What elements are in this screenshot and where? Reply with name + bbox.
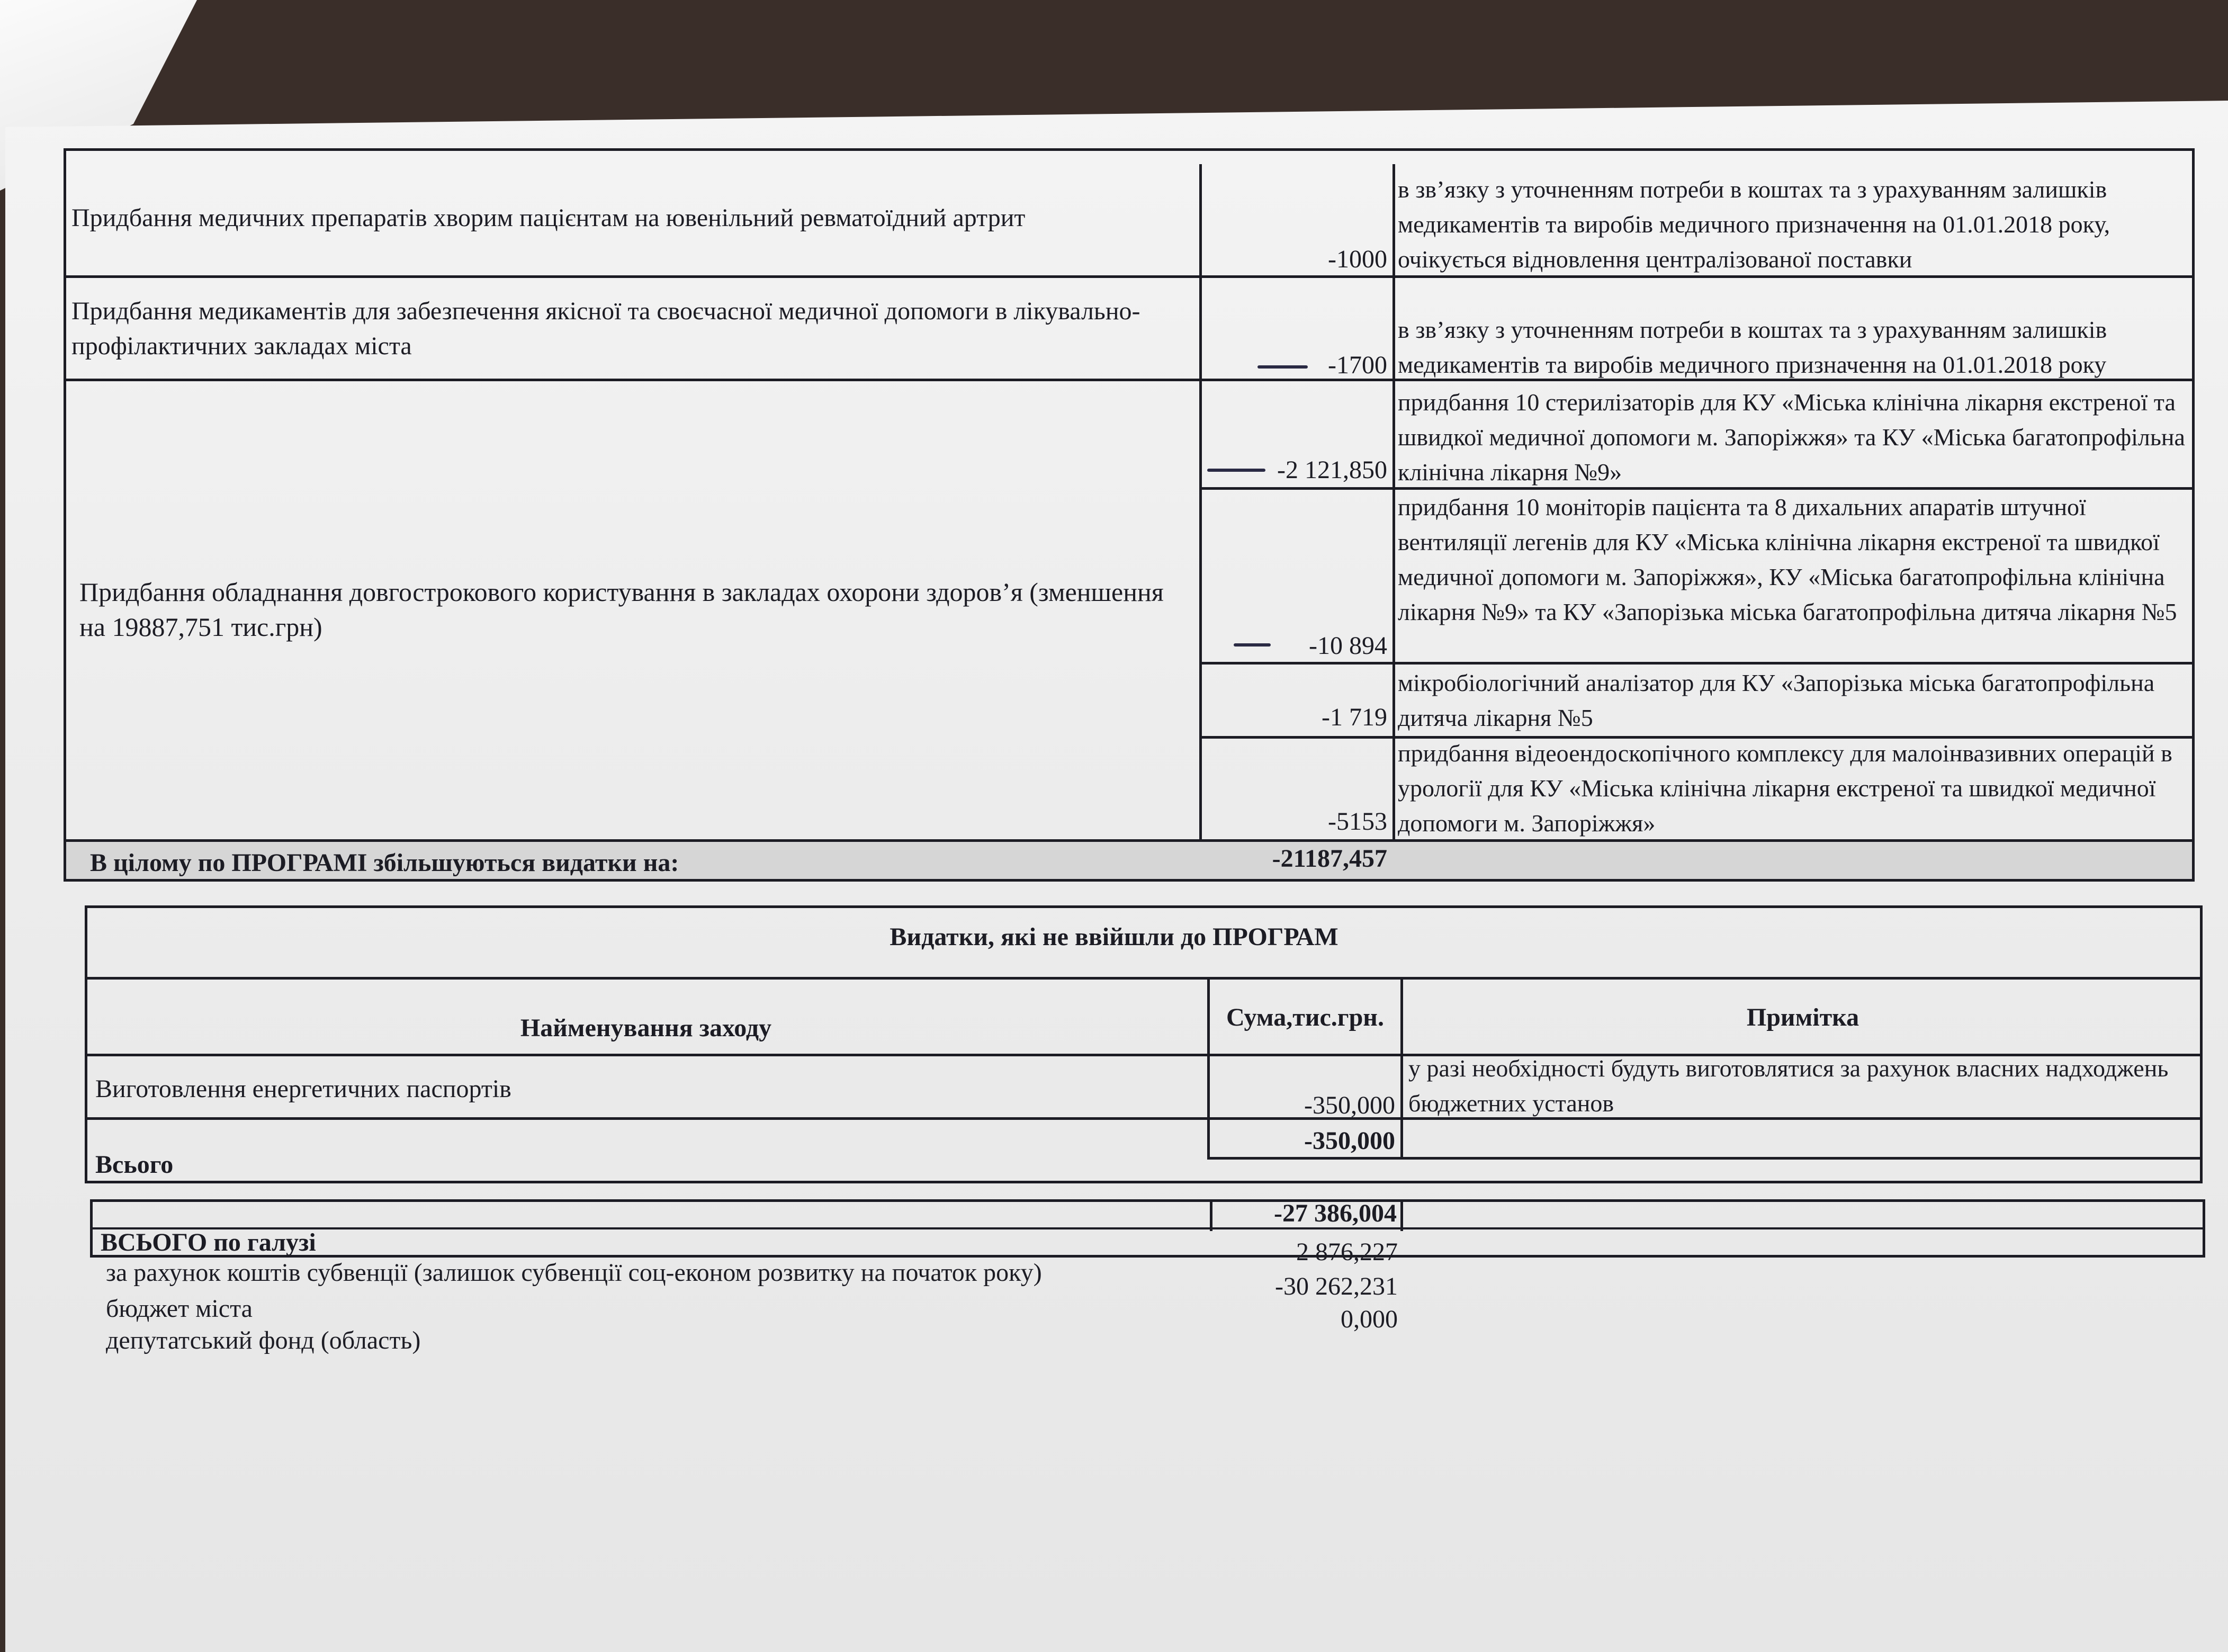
row-amount: -2 121,850 (1277, 456, 1387, 484)
summary-total-label: ВСЬОГО по галузі (101, 1228, 316, 1256)
row-note: у разі необхідності будуть виготовлятися за рахунок власних надходжень бюджетних установ (1408, 1055, 2169, 1117)
row-name: Придбання медикаментів для забезпечення якісної та своєчасної медичної допомоги в лікувально- профілактичних закладах міста (71, 297, 1140, 360)
col-header-amount: Сума,тис.грн. (1226, 1003, 1384, 1031)
row-amount: -5153 (1328, 807, 1387, 836)
summary-item-value: 0,000 (1341, 1305, 1398, 1333)
summary-item-label: бюджет міста (106, 1295, 253, 1323)
row-note: придбання 10 стерилізаторів для КУ «Міська клінічна лікарня екстреної та швидкої медичної допомоги м. Запоріжжя» та КУ «Міська багатопрофільна клінічна лікарня №9» (1398, 389, 2185, 486)
row-amount: -1700 (1328, 351, 1387, 379)
row-note: в зв’язку з уточненням потреби в коштах та з урахуванням залишків медикаментів та виробів медичного призначення на 01.01.2018 року (1398, 316, 2107, 378)
col-header-name: Найменування заходу (520, 1014, 772, 1042)
row-amount: -1 719 (1322, 703, 1387, 731)
summary-item-label: за рахунок коштів субвенції (залишок субвенції соц-економ розвитку на початок року) (106, 1259, 1042, 1287)
program-total-amount: -21187,457 (1272, 845, 1387, 873)
col-divider-amount (1199, 164, 1202, 882)
col-divider-note (1392, 164, 1395, 882)
non-program-total-amount: -350,000 (1304, 1127, 1395, 1155)
summary-total-amount: -27 386,004 (1274, 1199, 1397, 1227)
row-name: Виготовлення енергетичних паспортів (95, 1075, 511, 1103)
row-amount: -1000 (1328, 245, 1387, 273)
row-note: придбання 10 моніторів пацієнта та 8 дихальних апаратів штучної вентиляції легенів для КУ «Міська клінічна лікарня екстреної та швидкої медичної допомоги м. Запоріжжя», КУ «Міська багатопрофільна клінічна лікарня №9» та КУ «Запорізька міська багатопрофільна дитяча лікарня №5 (1398, 493, 2177, 625)
row-amount: -10 894 (1309, 632, 1387, 660)
row-name: Придбання медичних препаратів хворим пацієнтам на ювенільний ревматоїдний артрит (71, 204, 1026, 232)
col-header-note: Примітка (1746, 1003, 1859, 1031)
non-program-title: Видатки, які не ввійшли до ПРОГРАМ (890, 923, 1338, 951)
row-note: придбання відеоендоскопічного комплексу для малоінвазивних операцій в урології для КУ «Міська клінічна лікарня екстреної та швидкої медичної допомоги м. Запоріжжя» (1398, 740, 2172, 837)
program-total-label: В цілому по ПРОГРАМІ збільшуються видатки на: (90, 849, 679, 877)
row-name: Придбання обладнання довгострокового користування в закладах охорони здоров’я (зменшення на 19887,751 тис.грн) (79, 577, 1164, 642)
row-note: в зв’язку з уточненням потреби в коштах та з урахуванням залишків медикаментів та виробів медичного призначення на 01.01.2018 року, очікується відновлення централізованої поставки (1398, 176, 2110, 273)
row-note: мікробіологічний аналізатор для КУ «Запорізька міська багатопрофільна дитяча лікарня №5 (1398, 669, 2155, 731)
summary-item-value: -30 262,231 (1275, 1272, 1398, 1300)
summary-item-label: депутатський фонд (область) (106, 1326, 421, 1354)
non-program-total-label: Всього (95, 1151, 174, 1179)
summary-item-value: 2 876,227 (1296, 1238, 1398, 1266)
row-amount: -350,000 (1304, 1091, 1395, 1119)
